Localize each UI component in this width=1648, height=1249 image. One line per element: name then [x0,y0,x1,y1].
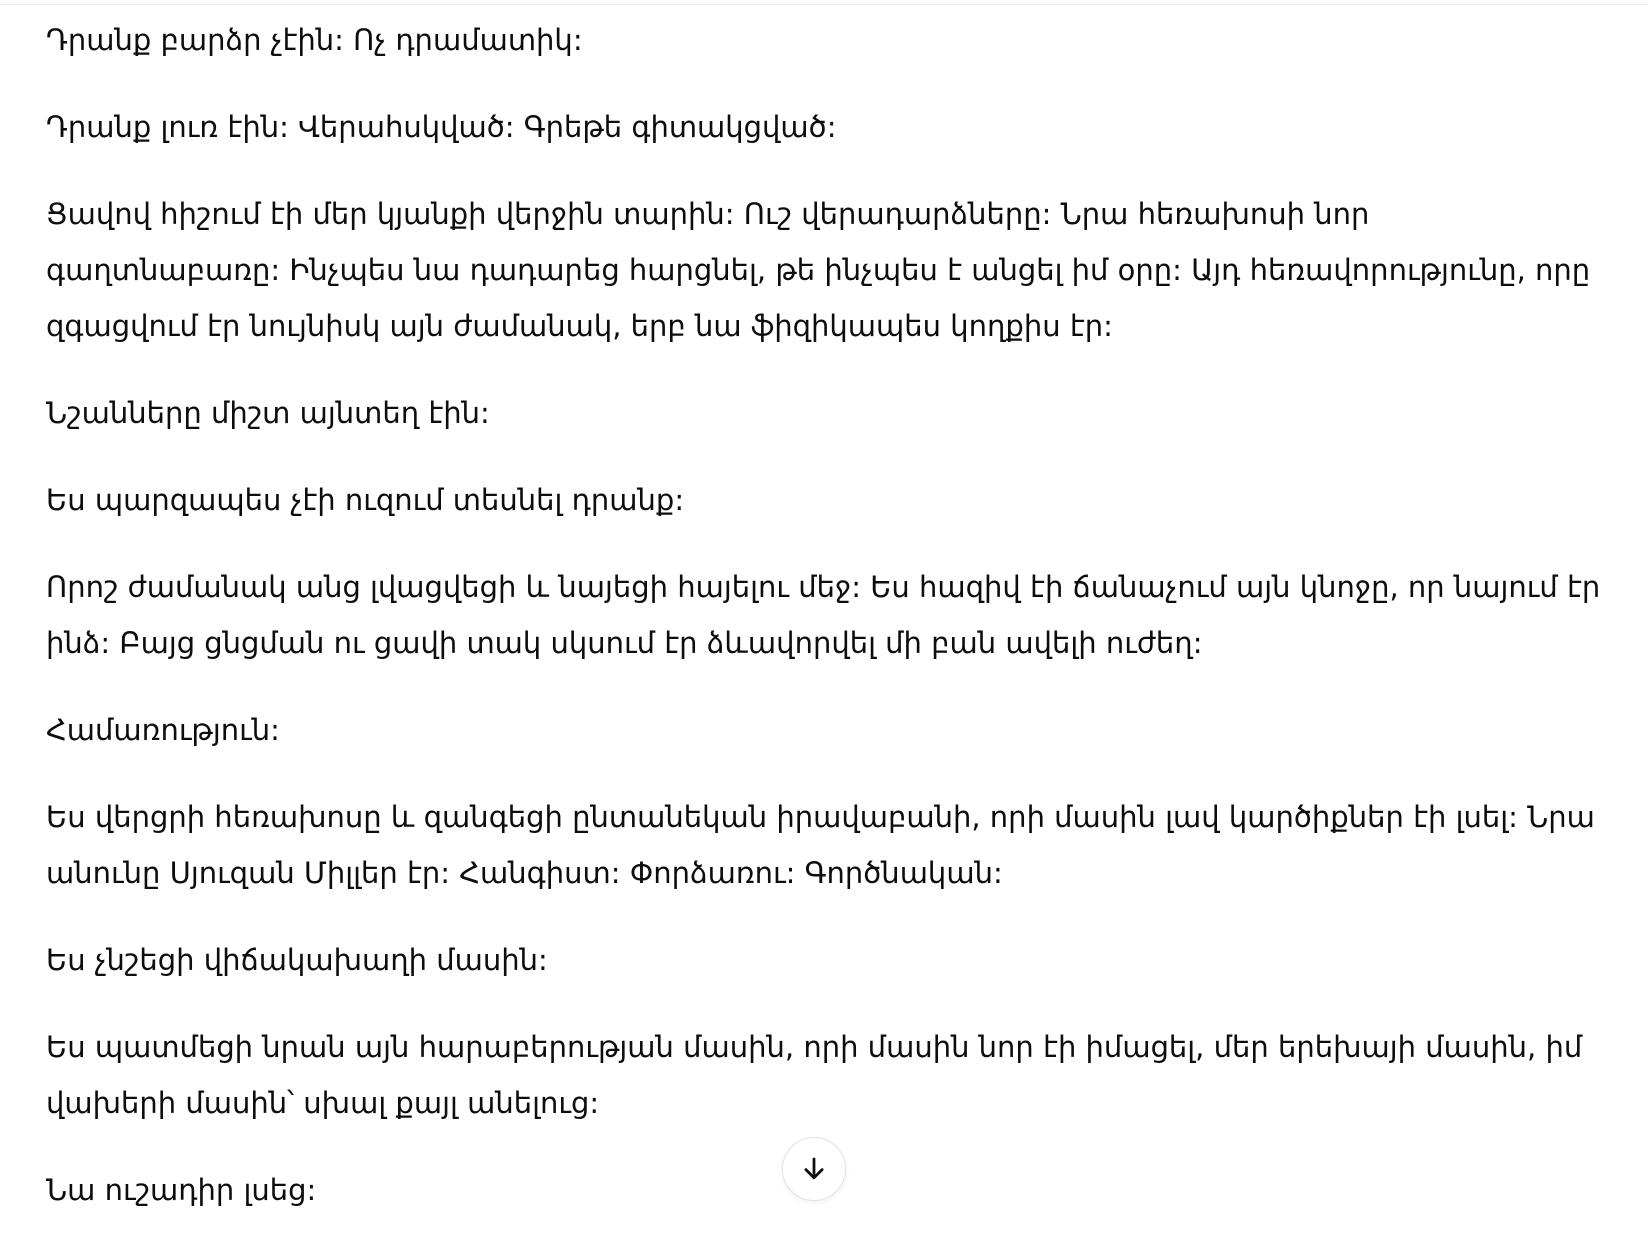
message-paragraph: Ես պատմեցի նրան այն հարաբերության մասին, որի մասին նոր էի իմացել, մեր երեխայի մասին, իմ վախերի մասին՝ սխալ քայլ անելուց: [46,1030,1583,1120]
message-paragraph: Համառություն: [46,713,280,747]
message-paragraph: Նշանները միշտ այնտեղ էին: [46,396,490,430]
message-paragraph: Նա ուշադիր լսեց: [46,1173,317,1207]
message-paragraph: Դրանք լուռ էին: Վերահսկված: Գրեթե գիտակցված: [46,110,837,144]
arrow-down-icon [799,1154,829,1184]
message-paragraph: Ես չնշեցի վիճակախաղի մասին: [46,943,548,977]
message-paragraph: Ցավով հիշում էի մեր կյանքի վերջին տարին: Ուշ վերադարձները: Նրա հեռախոսի նոր գաղտնաբառը: Ինչպես նա դադարեց հարցնել, թե ինչպես է անցել իմ օրը: Այդ հեռավորությունը, որը զգացվում էր նույնիսկ այն ժամանակ, երբ նա ֆիզիկապես կողքիս էր: [46,197,1591,343]
assistant-message [46,12,1606,1249]
message-paragraph: Ես վերցրի հեռախոսը և զանգեցի ընտանեկան իրավաբանի, որի մասին լավ կարծիքներ էի լսել: Նրա անունը Սյուզան Միլլեր էր: Հանգիստ: Փորձառու: Գործնական: [46,800,1595,890]
top-divider [0,4,1648,5]
message-paragraph: Ես պարզապես չէի ուզում տեսնել դրանք: [46,483,685,517]
scroll-to-bottom-button[interactable] [782,1137,846,1201]
message-paragraph: Որոշ ժամանակ անց լվացվեցի և նայեցի հայելու մեջ: Ես հազիվ էի ճանաչում այն կնոջը, որ նայում էր ինձ: Բայց ցնցման ու ցավի տակ սկսում էր ձևավորվել մի բան ավելի ուժեղ: [46,570,1601,660]
message-paragraph: Դրանք բարձր չէին: Ոչ դրամատիկ: [46,23,583,57]
